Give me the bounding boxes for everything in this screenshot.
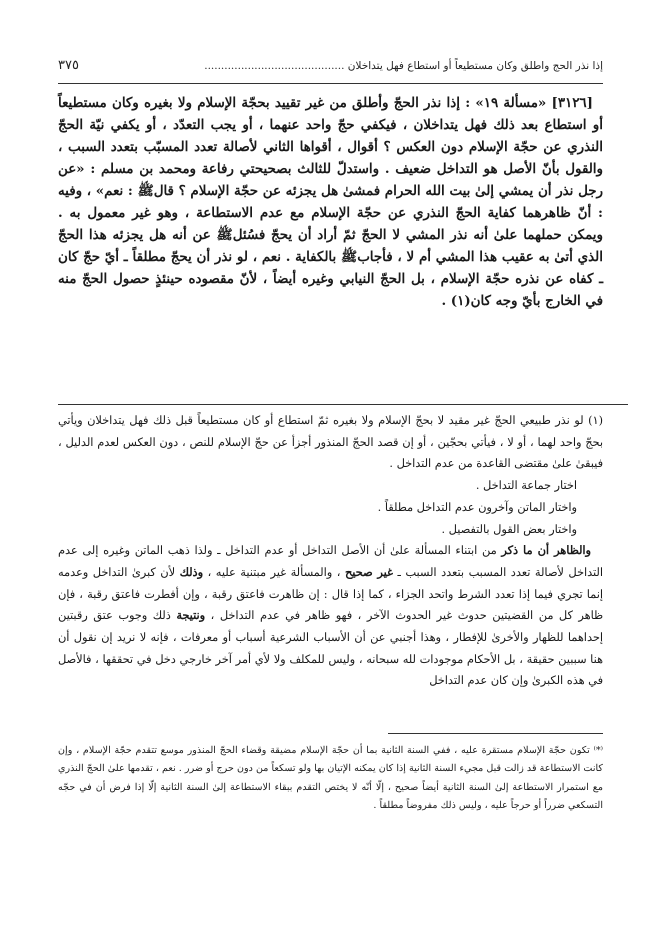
bold-phrase: ونتيجة <box>176 608 206 623</box>
commentary-divider <box>58 404 628 405</box>
text-segment: من ابتناء المسألة علىٰ أن الأصل التداخل أو عدم التداخل ـ ولذا ذهب الماتن وغيره إلى عدم التداخل لأصالة تعدد المسبب بتعدد السبب ـ <box>58 544 604 579</box>
footnote-text: ⁽*⁾ تكون حجّة الإسلام مستقرة عليه ، ففي السنة الثانية بما أن حجّة الإسلام مضيقة وقضاء الحجّ المنذور موسع تتقدم حجّة الإسلام ، وإن كانت الاستطاعة قد زالت قبل مجيء السنة الثانية إذا كان يمكنه الإتيان بها ولو تسكعاً من دون حرج أو ضرر . نعم ، تقدمها علىٰ الحجّ النذري مع استمرار الاستطاعة إلىٰ السنة الثانية أيضاً صحيح ، إلّا أنّه لا يختص التقدم ببقاء الاستطاعة إلىٰ السنة الثانية إلّا إذا فرض أن في حجّه التسكعي ضرراً أو حرجاً عليه ، وليس ذلك مفروضاً مطلقاً . <box>58 745 603 812</box>
main-text <box>58 92 603 312</box>
bold-phrase: غير صحيح <box>344 564 393 579</box>
footnote <box>58 742 603 816</box>
commentary <box>58 410 603 692</box>
lead-phrase: والظاهر أن ما ذكر <box>501 543 592 558</box>
header-divider <box>58 83 603 84</box>
issue-paragraph: [٣١٢٦] «مسألة ١٩» : إذا نذر الحجّ وأطلق من غير تقييد بحجّة الإسلام ولا بغيره وكان مستطيعاً أو استطاع بعد ذلك فهل يتداخلان ، فيكفي حجّ واحد عنهما ، أو يجب التعدّد ، أو يكفي نيّة الحجّ النذري عن حجّة الإسلام دون العكس ؟ أقوال ، أقواها الثاني لأصالة تعدد المسبّب بتعدد السبب ، والقول بأنّ الأصل هو التداخل ضعيف . واستدلّ للثالث بصحيحتي رفاعة ومحمد بن مسلم : «عن رجل نذر أن يمشي إلىٰ بيت الله الحرام فمشىٰ هل يجزئه عن حجّة الإسلام ؟ قالﷺ : نعم» ، وفيه : أنّ ظاهرهما كفاية الحجّ النذري عن حجّة الإسلام مع عدم الاستطاعة ، وهو غير معمول به . ويمكن حملهما علىٰ أنه نذر المشي لا الحجّ ثمّ أراد أن يحجّ فسُئلﷺ عن أنه هل يجزئه هذا الحجّ الذي أتىٰ به عقيب هذا المشي أم لا ، فأجابﷺ بالكفاية . نعم ، لو نذر أن يحجّ مطلقاً ـ أيّ حجّ كان ـ كفاه عن نذره حجّة الإسلام ، بل الحجّ النيابي وغيره أيضاً ، لأنّ مقصوده حينئذٍ حصول الحجّ منه في الخارج بأيّ وجه كان(١) . <box>58 95 603 309</box>
opinion-3: واختار بعض القول بالتفصيل . <box>441 522 577 536</box>
footnote-divider <box>388 733 603 734</box>
text-segment: ، والمسألة غير مبتنية عليه ، <box>203 565 345 579</box>
opinion-2: واختار الماتن وآخرون عدم التداخل مطلقاً . <box>377 500 577 514</box>
opinion-1: اختار جماعة التداخل . <box>475 479 577 493</box>
page-number: ٣٧٥ <box>58 58 79 73</box>
running-header <box>58 58 603 73</box>
text-segment: ذلك وجوب عتق رقبتين إحداهما للظهار والأخرىٰ للإفطار ، وهذا أجنبي عن أن الأسباب الشرعية أسباب أو معرفات ، فإنه لا نريد إن نقول أن هنا سببين حقيقة ، بل الأحكام موجودات لله سبحانه ، وليس للمكلف ولا لأي أمر آخر خارجي دخل في تحققها ، فالأصل في هذه الكبرىٰ وإن كان عدم التداخل <box>58 609 603 688</box>
commentary-note-1: (١) لو نذر طبيعي الحجّ غير مقيد لا بحجّ الإسلام ولا بغيره ثمّ استطاع أو كان مستطيعاً قبل ذلك فهل يتداخلان ويأتي بحجّ واحد لهما ، أو لا ، فيأتي بحجّين ، أو إن قصد الحجّ المنذور أجزأ عن حجّ الإسلام للنص ، دون العكس لعدم الدليل ، فيبقىٰ علىٰ مقتضى القاعدة من عدم التداخل . <box>58 414 603 471</box>
commentary-paragraph-2 <box>58 540 603 692</box>
text-segment: لأن كبرىٰ التداخل وعدمه إنما تجري فيما إذا تعدد الشرط واتحد الجزاء ، كما إذا قال : إن ظاهرت فاعتق رقبة ، وإن أفطرت فاعتق رقبة ، فإن ظاهر كل من القضيتين حدوث غير الحدوث الآخر ، فهو ظاهر في عدم التداخل ، <box>58 565 604 623</box>
running-title: إذا نذر الحج واطلق وكان مستطيعاً أو استطاع فهل يتداخلان .......................................... <box>204 60 603 72</box>
bold-phrase: وذلك <box>179 564 204 579</box>
